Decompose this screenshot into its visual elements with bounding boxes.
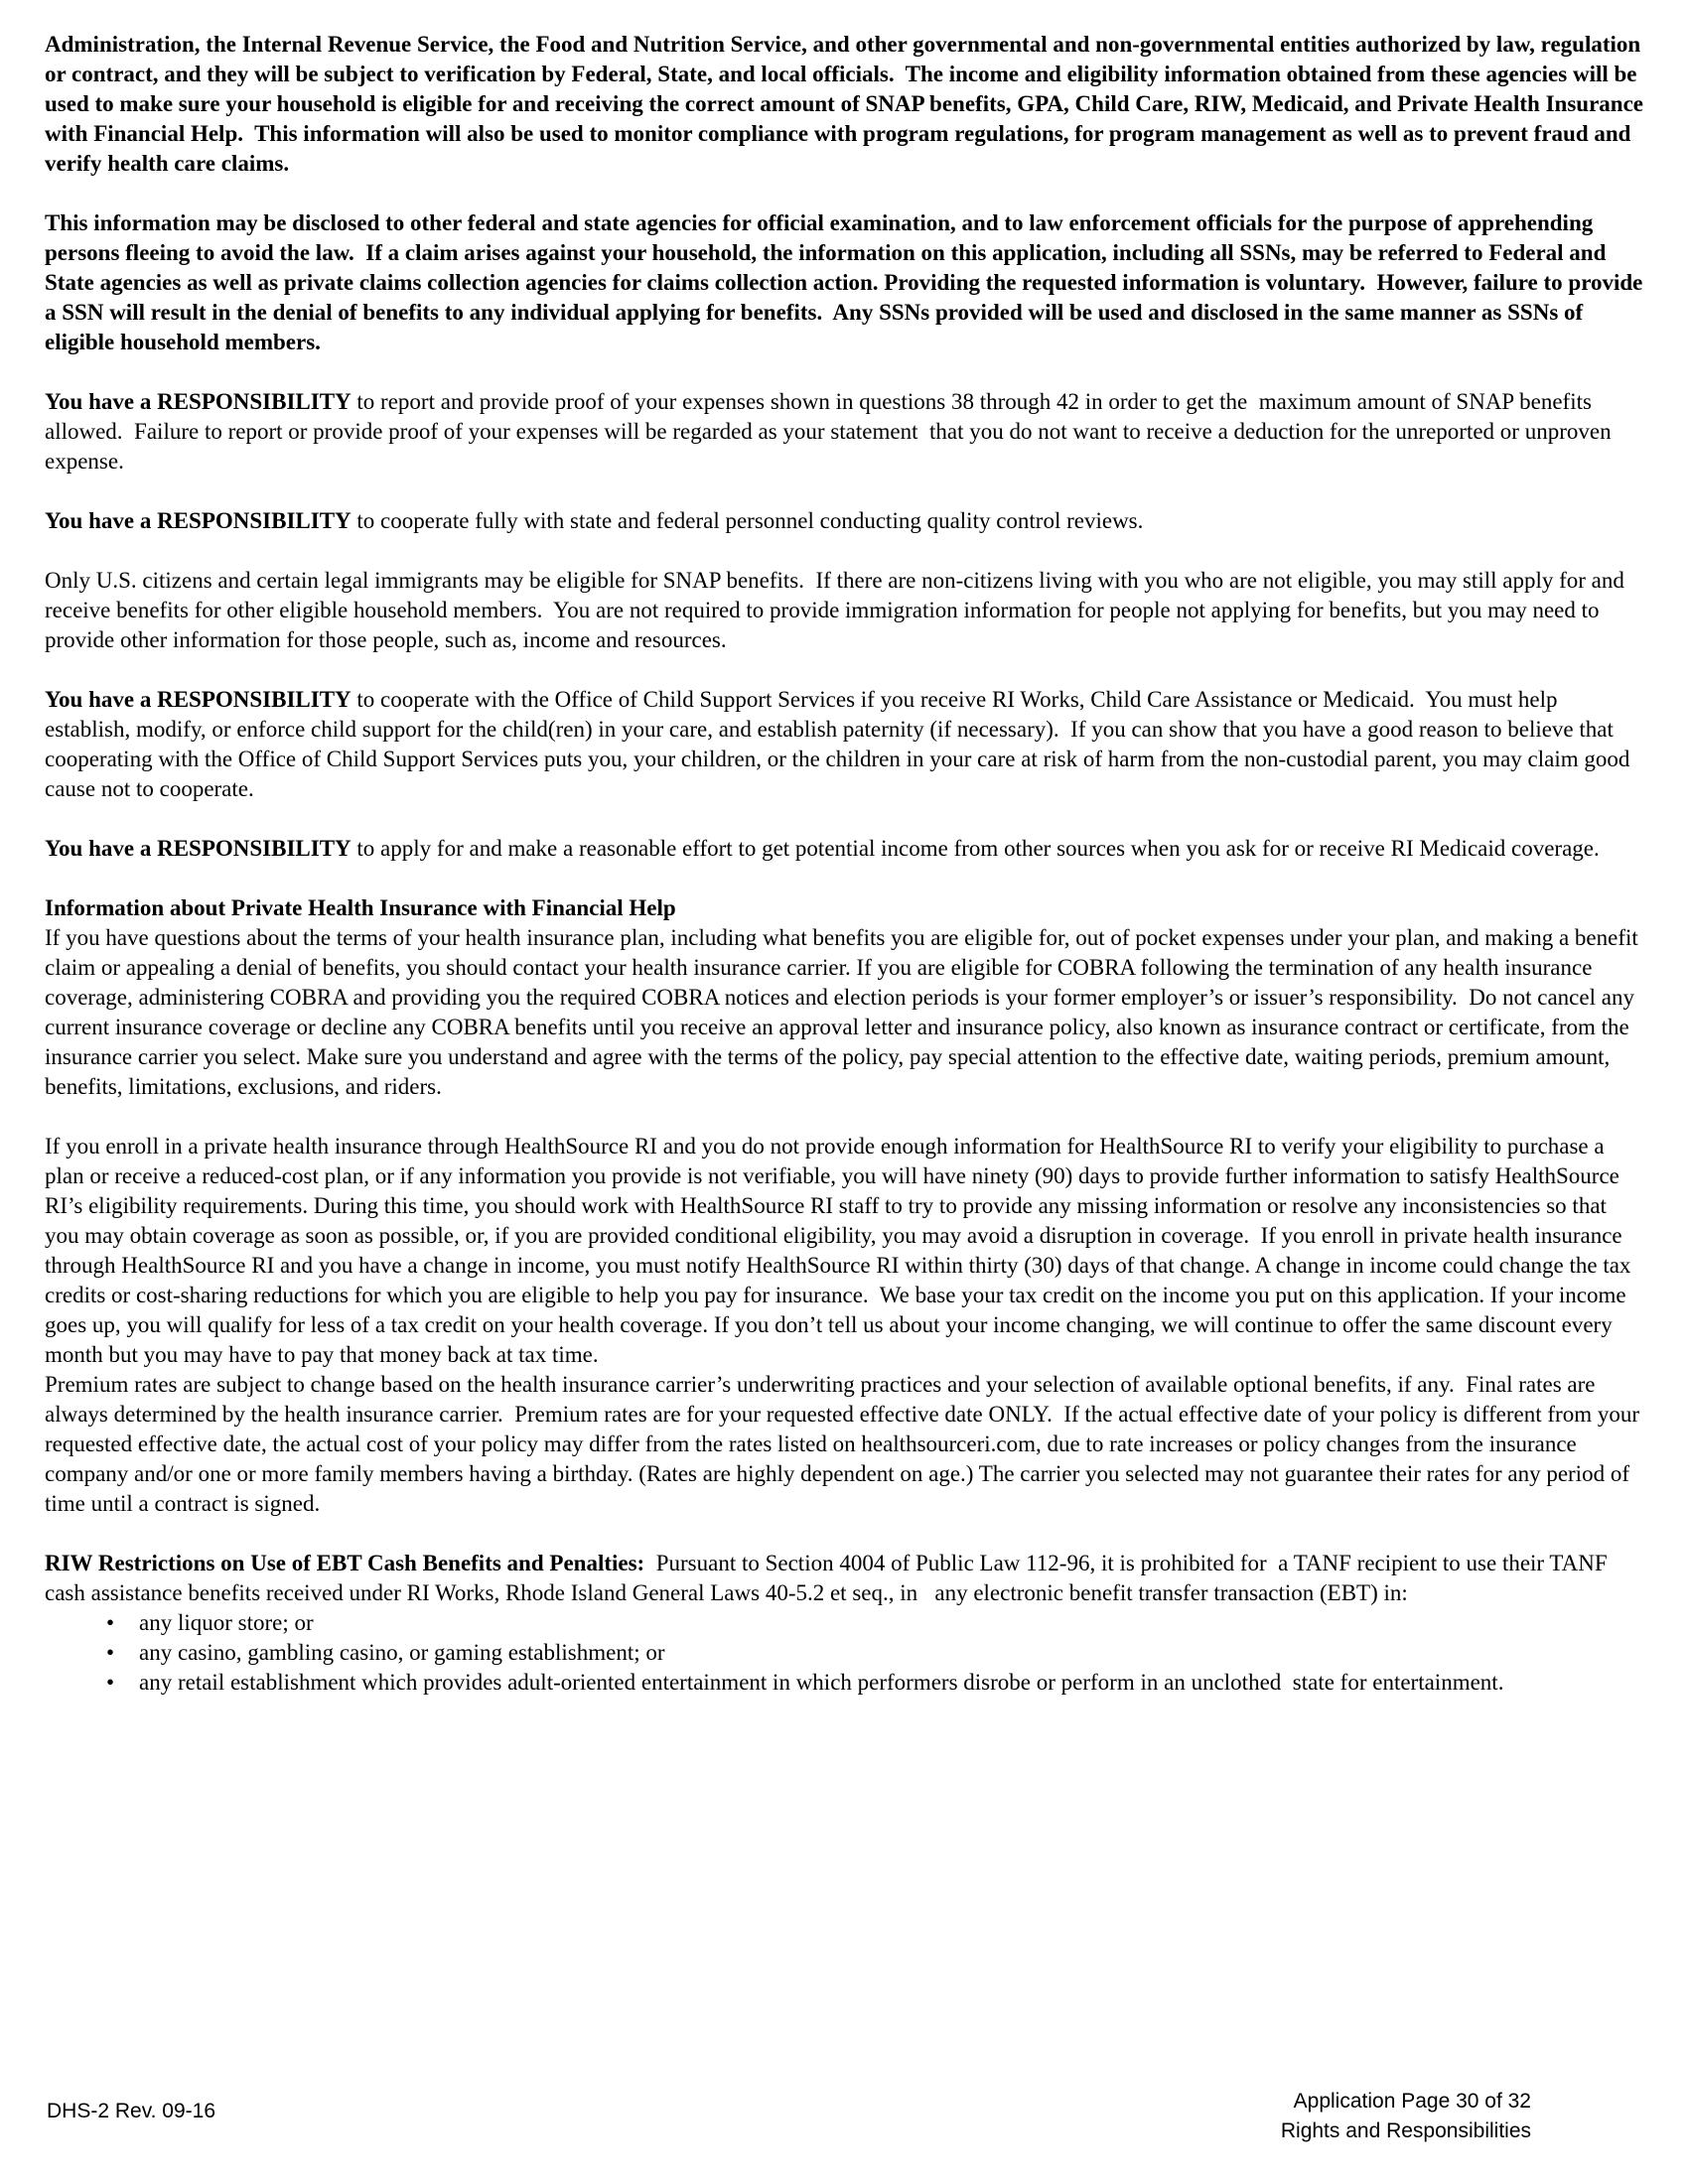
responsibility-lead: You have a RESPONSIBILITY bbox=[45, 687, 352, 712]
ebt-restrictions-list bbox=[45, 1608, 1645, 1698]
list-item: • any retail establishment which provides adult-oriented entertainment in which performers disrobe or perform in an unclothed state for entertainment. bbox=[45, 1668, 1645, 1698]
responsibility-potential-income-text: to apply for and make a reasonable effort to get potential income from other sources when you ask for or receive RI Medicaid coverage. bbox=[351, 836, 1600, 861]
paragraph-health-insurance-questions: If you have questions about the terms of your health insurance plan, including what benefits you are eligible for, out of pocket expenses under your plan, and making a benefit claim or appealing a denial of benefits, you should contact your health insurance carrier. If you are eligible for COBRA following the termination of any health insurance coverage, administering COBRA and providing you the required COBRA notices and election periods is your former employer’s or issuer’s responsibility. Do not cancel any current insurance coverage or decline any COBRA benefits until you receive an approval letter and insurance policy, also known as insurance contract or certificate, from the insurance carrier you select. Make sure you understand and agree with the terms of the policy, pay special attention to the effective date, waiting periods, premium amount, benefits, limitations, exclusions, and riders. bbox=[45, 925, 1644, 1099]
paragraph-healthsource-eligibility: If you enroll in a private health insurance through HealthSource RI and you do not provide enough information for HealthSource RI to verify your eligibility to purchase a plan or receive a reduced-cost plan, or if any information you provide is not verifiable, you will have ninety (90) days to provide further information to satisfy HealthSource RI’s eligibility requirements. During this time, you should work with HealthSource RI staff to try to provide any missing information or resolve any inconsistencies so that you may obtain coverage as soon as possible, or, if you are provided conditional eligibility, you may avoid a disruption in coverage. If you enroll in private health insurance through HealthSource RI and you have a change in income, you must notify HealthSource RI within thirty (30) days of that change. A change in income could change the tax credits or cost-sharing reductions for which you are eligible to help you pay for insurance. We base your tax credit on the income you put on this application. If your income goes up, you will qualify for less of a tax credit on your health coverage. If you don’t tell us about your income changing, we will continue to offer the same discount every month but you may have to pay that money back at tax time. bbox=[45, 1134, 1637, 1367]
riw-restrictions-text: Pursuant to Section 4004 of Public Law 112-96, it is prohibited for a TANF recipient to use their TANF cash assistance benefits received under RI Works, Rhode Island General Laws 40-5.2 et seq., in any electronic benefit transfer transaction (EBT) in: bbox=[45, 1551, 1614, 1605]
document-body bbox=[45, 30, 1649, 1698]
responsibility-lead: You have a RESPONSIBILITY bbox=[45, 508, 352, 533]
paragraph-responsibility-quality-control bbox=[45, 506, 1645, 536]
responsibility-quality-text: to cooperate fully with state and federal personnel conducting quality control reviews. bbox=[351, 508, 1144, 533]
footer-page-number: Application Page 30 of 32 bbox=[1293, 2090, 1531, 2113]
paragraph-disclosure: This information may be disclosed to other federal and state agencies for official examination, and to law enforcement officials for the purpose of apprehending persons fleeing to avoid the law. If a claim arises against your household, the information on this application, including all SSNs, may be referred to Federal and State agencies as well as private claims collection agencies for claims collection action. Providing the requested information is voluntary. However, failure to provide a SSN will result in the denial of benefits to any individual applying for benefits. Any SSNs provided will be used and disclosed in the same manner as SSNs of eligible household members. bbox=[45, 210, 1649, 354]
responsibility-lead: You have a RESPONSIBILITY bbox=[45, 836, 352, 861]
list-item: • any liquor store; or bbox=[45, 1608, 1645, 1638]
paragraph-riw-ebt-restrictions bbox=[45, 1549, 1645, 1608]
responsibility-expenses-text: to report and provide proof of your expenses shown in questions 38 through 42 in order to get the maximum amount of SNAP benefits allowed. Failure to report or provide proof of your expenses will be regarded as your statement that you do not want to receive a deduction for the unreported or unproven expense. bbox=[45, 389, 1618, 474]
list-item: • any casino, gambling casino, or gaming establishment; or bbox=[45, 1638, 1645, 1668]
paragraph-data-verification: Administration, the Internal Revenue Service, the Food and Nutrition Service, and other governmental and non-governmental entities authorized by law, regulation or contract, and they will be subject to verification by Federal, State, and local officials. The income and eligibility information obtained from these agencies will be used to make sure your household is eligible for and receiving the correct amount of SNAP benefits, GPA, Child Care, RIW, Medicaid, and Private Health Insurance with Financial Help. This information will also be used to monitor compliance with program regulations, for program management as well as to prevent fraud and verify health care claims. bbox=[45, 32, 1649, 176]
footer-section-title: Rights and Responsibilities bbox=[1280, 2119, 1531, 2142]
paragraph-citizen-eligibility: Only U.S. citizens and certain legal immigrants may be eligible for SNAP benefits. If there are non-citizens living with you who are not eligible, you may still apply for and receive benefits for other eligible household members. You are not required to provide immigration information for people not applying for benefits, but you may need to provide other information for those people, such as, income and resources. bbox=[45, 568, 1630, 652]
responsibility-lead: You have a RESPONSIBILITY bbox=[45, 389, 352, 414]
section-heading-private-health-insurance: Information about Private Health Insurance with Financial Help bbox=[45, 895, 676, 920]
paragraph-premium-rates: Premium rates are subject to change based on the health insurance carrier’s underwriting practices and your selection of available optional benefits, if any. Final rates are always determined by the health insurance carrier. Premium rates are for your requested effective date ONLY. If the actual effective date of your policy is different from your requested effective date, the actual cost of your policy may differ from the rates listed on healthsourceri.com, due to rate increases or policy changes from the insurance company and/or one or more family members having a birthday. (Rates are highly dependent on age.) The carrier you selected may not guarantee their rates for any period of time until a contract is signed. bbox=[45, 1372, 1645, 1516]
riw-restrictions-lead: RIW Restrictions on Use of EBT Cash Benefits and Penalties: bbox=[45, 1551, 645, 1575]
paragraph-responsibility-potential-income bbox=[45, 834, 1645, 864]
footer-right-block bbox=[1281, 2087, 1531, 2146]
footer-form-number: DHS-2 Rev. 09-16 bbox=[47, 2100, 216, 2122]
responsibility-child-support-text: to cooperate with the Office of Child Support Services if you receive RI Works, Child Care Assistance or Medicaid. You must help establish, modify, or enforce child support for the child(ren) in your care, and establish paternity (if necessary). If you can show that you have a good reason to believe that cooperating with the Office of Child Support Services puts you, your children, or the children in your care at risk of harm from the non-custodial parent, you may claim good cause not to cooperate. bbox=[45, 687, 1636, 801]
paragraph-responsibility-expenses bbox=[45, 387, 1645, 477]
paragraph-responsibility-child-support bbox=[45, 685, 1645, 804]
